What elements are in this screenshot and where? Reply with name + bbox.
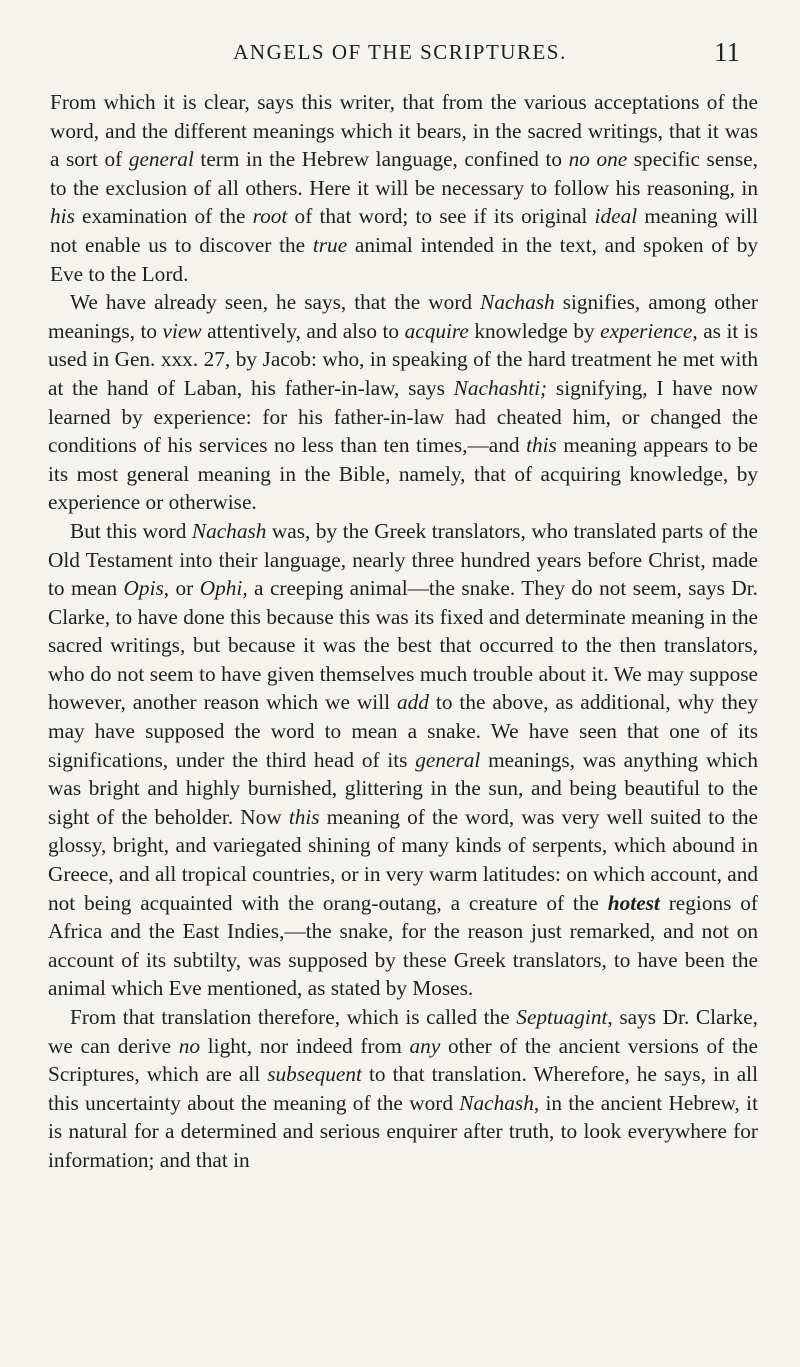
italic-text: his [50, 204, 75, 229]
text-run: , in the ancient Hebrew, it is natural for a determined and serious enquirer after truth, to look everywhere for information; and that in [48, 1090, 758, 1172]
text-run: , says Dr. Clarke, we can derive [48, 1005, 759, 1058]
italic-text: Nachash [191, 518, 267, 543]
italic-text: this [288, 804, 320, 829]
text-run: other of the ancient versions of the Scriptures, which are all [48, 1033, 758, 1087]
text-run: But this word [70, 518, 192, 543]
running-head [0, 37, 800, 80]
italic-text: no one [568, 147, 628, 172]
italic-text: acquire [404, 318, 469, 343]
text-run: term in the Hebrew language, confined to [193, 147, 569, 172]
text-run: regions of Africa and the East Indies,—the snake, for the reason just remarked, and not on account of its subtilty, was supposed by these Greek translators, to have been the animal which Eve mentioned, as stated by Moses. [48, 890, 758, 1001]
italic-text: Septuagint [516, 1005, 608, 1029]
italic-text: any [409, 1033, 441, 1058]
italic-text: view [162, 318, 202, 343]
text-run: , as it is used in Gen. xxx. 27, by Jacob: who, in speaking of the hard treatment he met with at the hand of Laban, his father-in-law, says [48, 318, 758, 400]
text-run: signifies, among other meanings, to [48, 290, 759, 343]
italic-text: Opis [123, 576, 164, 601]
text-run: meanings, was anything which was bright and highly burnished, glittering in the sun, and being beautiful to the sight of the beholder. Now [48, 747, 759, 829]
text-run: attentively, and also to [201, 318, 405, 343]
text-run: meaning will not enable us to discover the [50, 204, 758, 257]
italic-text: general [415, 747, 481, 772]
text-run: examination of the [74, 204, 253, 229]
text-run: to that translation. Wherefore, he says, in all this uncertainty about the meaning of the word [48, 1062, 758, 1115]
paragraph [48, 88, 758, 288]
italic-text: Ophi [199, 576, 243, 601]
italic-text: true [312, 232, 348, 257]
text-run: to the above, as additional, why they may have supposed the word to mean a snake. We have seen that one of its significations, under the third head of its [48, 690, 758, 772]
italic-text: general [128, 147, 194, 172]
text-run: light, nor indeed from [200, 1033, 410, 1058]
text-run: knowledge by [468, 318, 601, 343]
italic-text: ideal [594, 204, 638, 229]
text-run: , a creeping animal—the snake. They do not seem, says Dr. Clarke, to have done this because this was its fixed and determinate meaning in the sacred writings, but because it was the best that occurred to the then translators, who do not seem to have given themselves much trouble about it. We may suppose however, another reason which we will [48, 576, 758, 715]
page-number: 11 [714, 37, 740, 67]
italic-text: Nachash [480, 290, 555, 315]
text-run: From that translation therefore, which is called the [70, 1005, 517, 1029]
text-run: animal intended in the text, and spoken of by Eve to the Lord. [50, 232, 758, 286]
text-run: was, by the Greek translators, who translated parts of the Old Testament into their language, nearly three hundred years before Christ, made to mean [48, 518, 758, 601]
text-run: specific sense, to the exclusion of all others. Here it will be necessary to follow his reasoning, in [50, 147, 758, 200]
text-run: We have already seen, he says, that the word [70, 290, 481, 315]
text-run: meaning of the word, was very well suited to the glossy, bright, and variegated shining of many kinds of serpents, which abound in Greece, and all tropical countries, or in very warm latitudes: on which account, and not being acquainted with the orang-outang, a creature of the [48, 804, 758, 915]
text-run: signifying, I have now learned by experience: for his father-in-law had cheated him, or changed the conditions of his services no less than ten times,—and [48, 375, 758, 458]
text-run: , or [163, 576, 200, 601]
text-run: meaning appears to be its most general meaning in the Bible, namely, that of acquiring knowledge, by experience or otherwise. [48, 433, 758, 515]
italic-text: root [252, 204, 288, 229]
body-text [48, 88, 758, 1175]
text-run: From which it is clear, says this writer, that from the various acceptations of the word, and the different meanings which it bears, in the sacred writings, that it was a sort of [50, 90, 758, 172]
paragraph [48, 1003, 758, 1175]
italic-text: no [178, 1033, 201, 1058]
bold-italic-text: hotest [607, 890, 660, 915]
italic-text: this [526, 433, 557, 458]
italic-text: Nachashti; [453, 375, 548, 400]
italic-text: Nachash [459, 1090, 534, 1115]
paragraph [48, 517, 758, 1003]
italic-text: subsequent [267, 1062, 362, 1087]
running-title: ANGELS OF THE SCRIPTURES. [233, 40, 567, 64]
italic-text: add [397, 690, 429, 715]
italic-text: experience [600, 318, 693, 343]
paragraph [48, 288, 758, 517]
text-run: of that word; to see if its original [287, 204, 595, 229]
